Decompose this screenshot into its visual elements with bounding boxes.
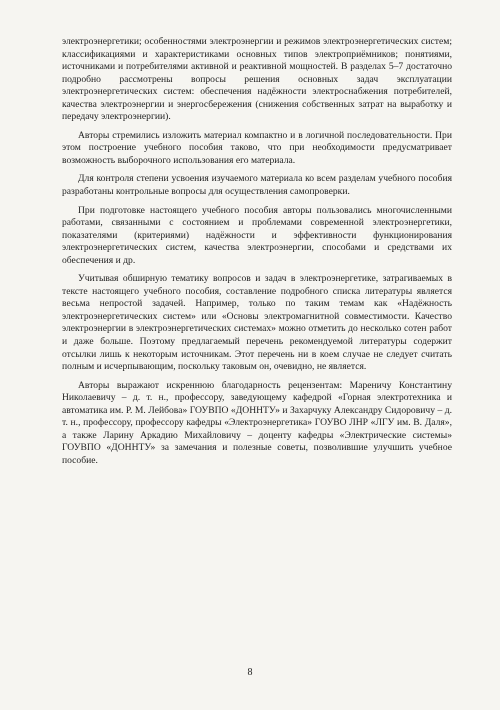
- page-number: 8: [247, 667, 253, 678]
- paragraph-authors-approach: Авторы стремились изложить материал компактно и в логичной последовательности. При этом построение учебного пособия таково, что при необходимости предусматривает возможность выборочного использования его материала.: [62, 129, 452, 166]
- paragraph-continuation: электроэнергетики; особенностями электроэнергии и режимов электроэнергетических систем; классификациями и характеристиками основных типов электроприёмников; понятиями, источниками и потребителями активной и реактивной мощностей. В разделах 5–7 достаточно подробно рассмотрены вопросы решения основных задач эксплуатации электроэнергетических систем: обеспечения надёжности электроснабжения потребителей, качества электроэнергии и энергосбережения (снижения собственных затрат на выработку и передачу электроэнергии).: [62, 36, 452, 123]
- body-text: [62, 36, 452, 474]
- paragraph-control-questions: Для контроля степени усвоения изучаемого материала ко всем разделам учебного пособия разработаны контрольные вопросы для осуществления самопроверки.: [62, 173, 452, 198]
- paragraph-literature-list: Учитывая обширную тематику вопросов и задач в электроэнергетике, затрагиваемых в тексте настоящего учебного пособия, составление подробного списка литературы является весьма непростой задачей. Например, только по таким темам как «Надёжность электроэнергетических систем» или «Основы электромагнитной совместимости. Качество электроэнергии в электроэнергетических системах» можно отметить до несколько сотен работ и даже больше. Поэтому предлагаемый перечень рекомендуемой литературы содержит отсылки лишь к некоторым источникам. Этот перечень ни в коем случае не следует считать полным и исчерпывающим, поскольку таковым он, очевидно, не является.: [62, 273, 452, 373]
- paragraph-acknowledgements: Авторы выражают искреннюю благодарность рецензентам: Мареничу Константину Николаевичу – д. т. н., профессору, заведующему кафедрой «Горная электротехника и автоматика им. Р. М. Лейбова» ГОУВПО «ДОННТУ» и Захарчуку Александру Сидоровичу – д. т. н., профессору, профессору кафедры «Электроэнергетика» ГОУВО ЛНР «ЛГУ им. В. Даля», а также Ларину Аркадию Михайловичу – доценту кафедры «Электрические системы» ГОУВПО «ДОННТУ» за замечания и полезные советы, позволившие улучшить учебное пособие.: [62, 379, 452, 466]
- paragraph-sources-used: При подготовке настоящего учебного пособия авторы пользовались многочисленными работами, связанными с состоянием и проблемами современной электроэнергетики, показателями (критериями) надёжности и эффективности функционирования электроэнергетических систем, качества электроэнергии, способами и средствами их обеспечения и др.: [62, 204, 452, 266]
